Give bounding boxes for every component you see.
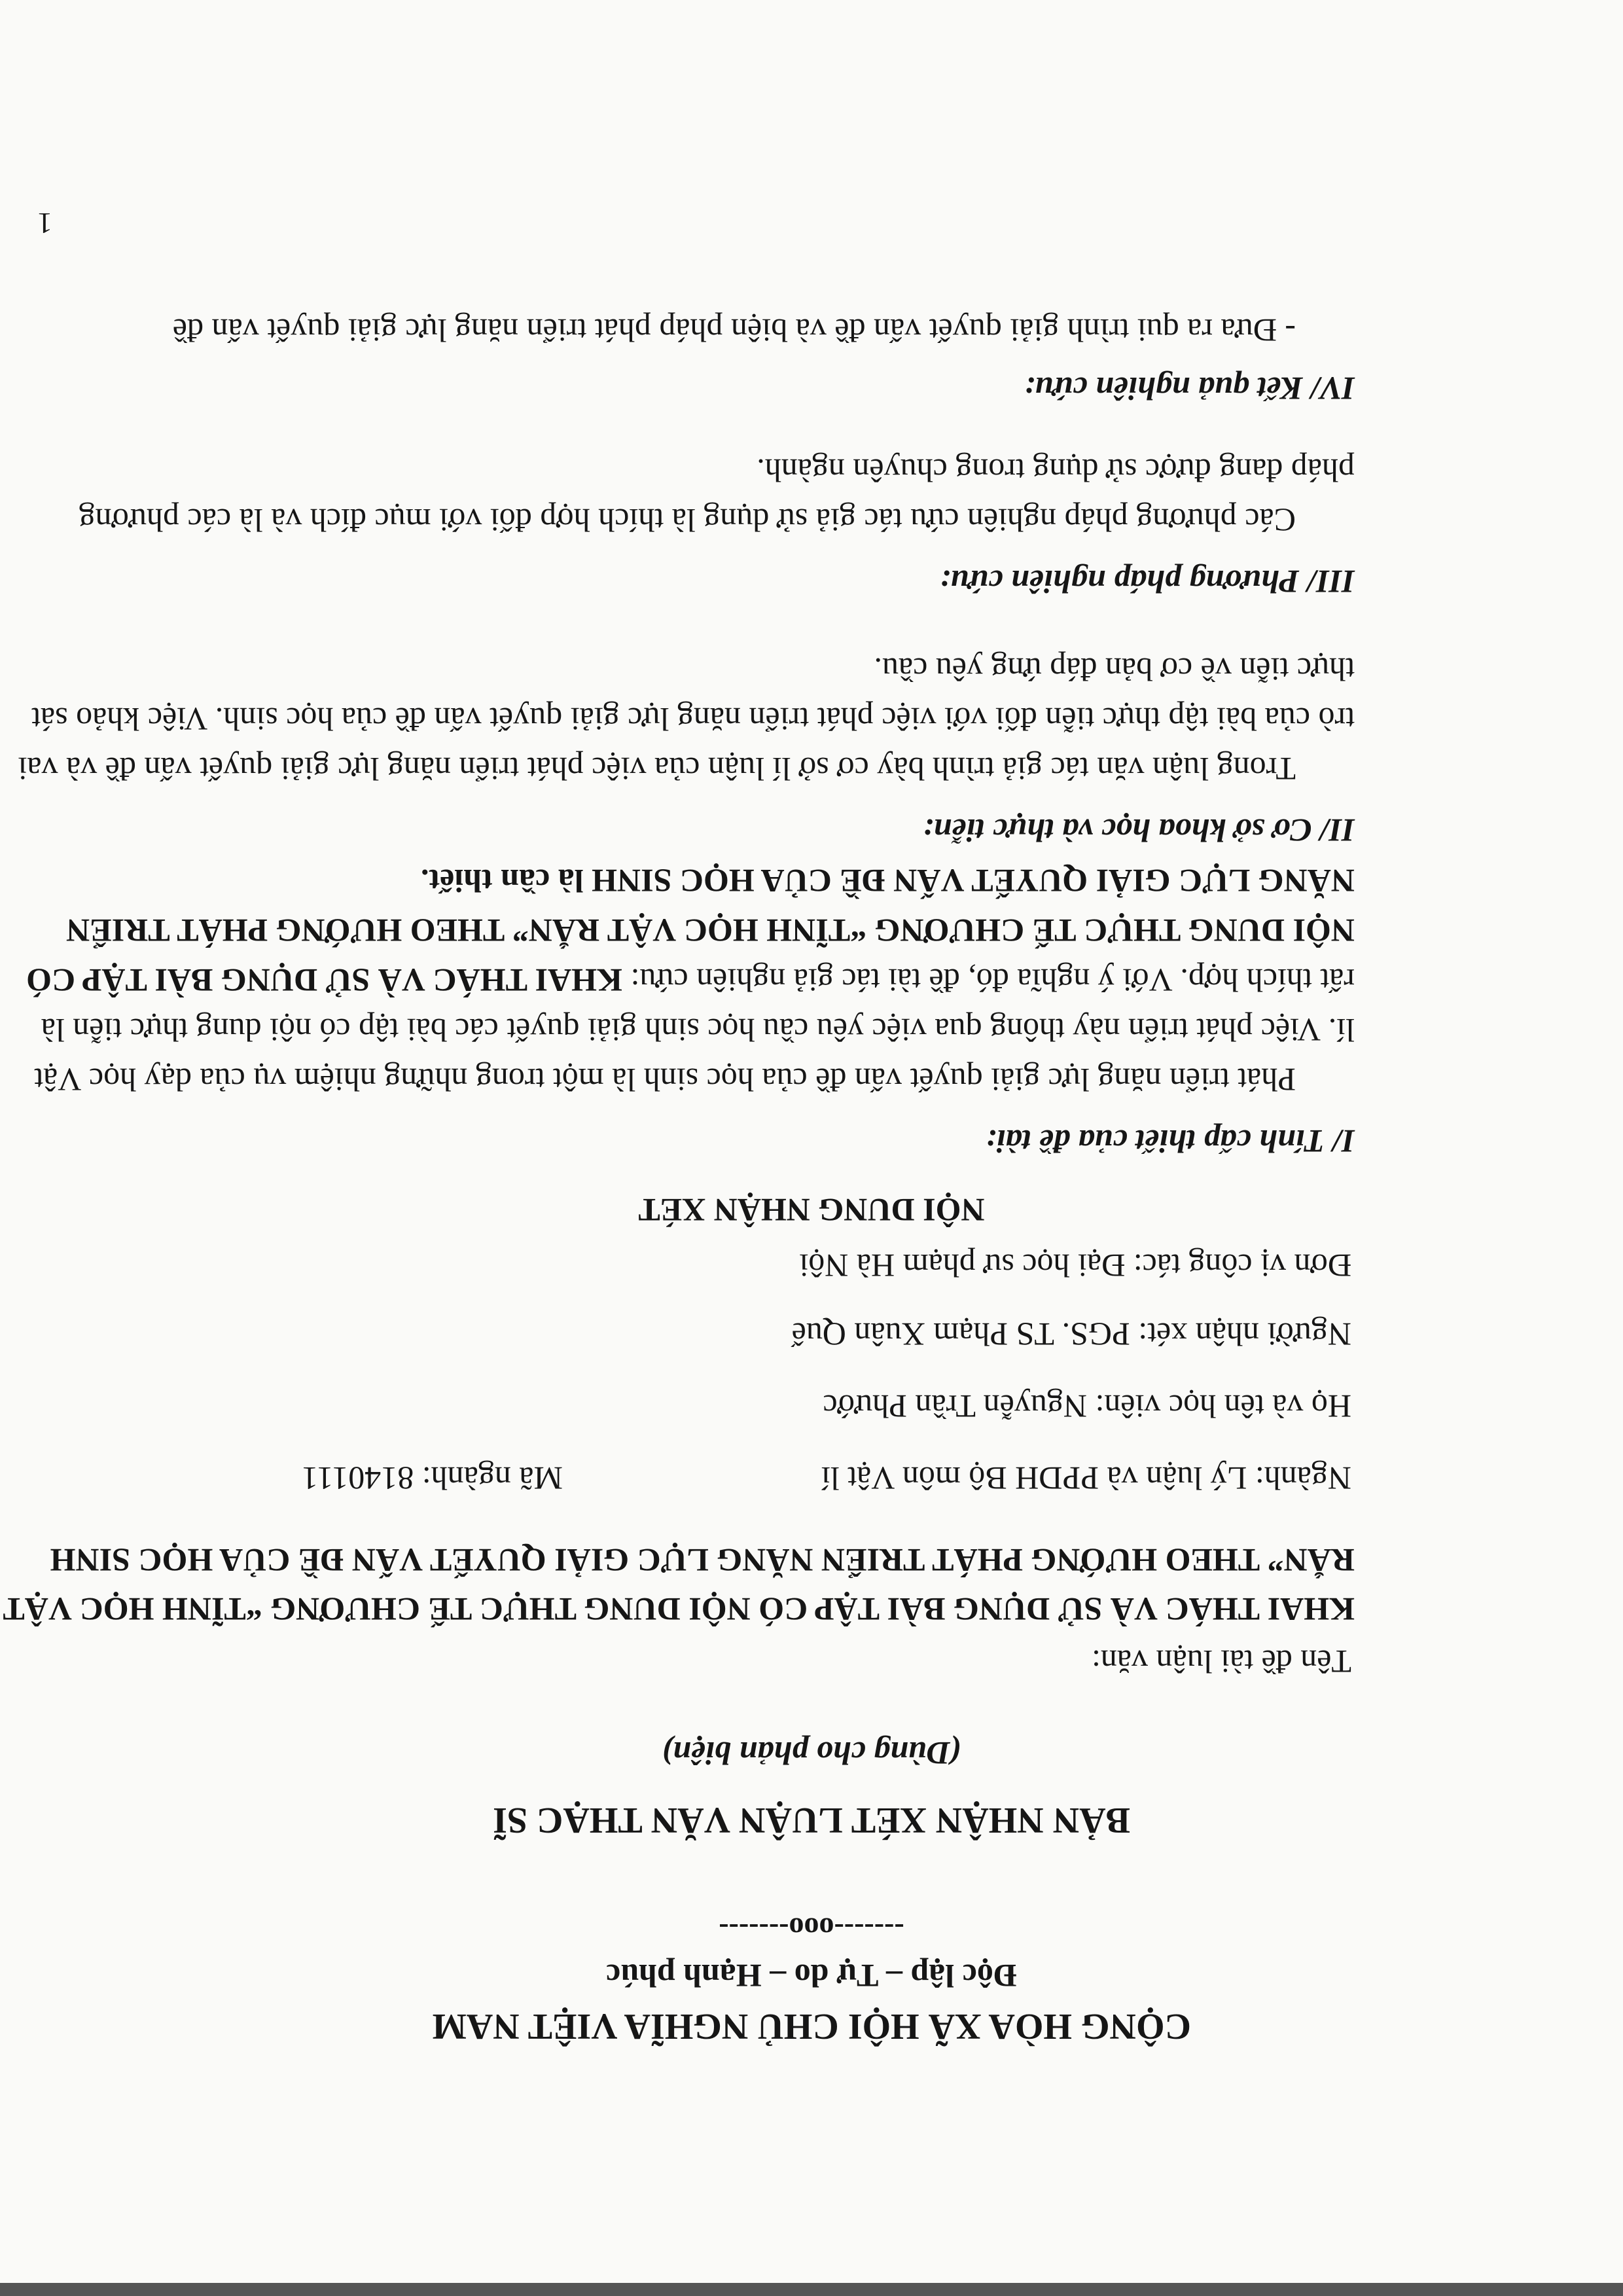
section-1-text: Phát triển năng lực giải quyết vấn đề của học sinh là một trong những nhiệm vụ của dạy học Vật lí. Việc phát triển này thông qua việc yêu cầu học sinh giải quyết các bài tập có nội dung thực tiễn là rất thích hợp. Với ý nghĩa đó, đề tài tác giả nghiên cứu: KHAI THÁC VÀ SỬ DỤNG BÀI TẬP CÓ NỘI DUNG THỰC TẾ CHƯƠNG “TĨNH HỌC VẬT RẮN” THEO HƯỚNG PHÁT TRIỂN NĂNG LỰC GIẢI QUYẾT VẤN ĐỀ CỦA HỌC SINH là cần thiết. bbox=[26, 863, 1355, 1098]
affiliation: Đơn vị công tác: Đại học sư phạm Hà Nội bbox=[799, 1247, 1351, 1284]
major: Ngành: Lý luận và PPDH Bộ môn Vật lí bbox=[821, 1460, 1351, 1497]
section-2-text: Trong luận văn tác giả trình bày cơ sở lí luận của việc phát triển năng lực giải quyết vấn đề và vai trò của bài tập thực tiễn đối với việc phát triển năng lực giải quyết vấn đề của học sinh. Việc khảo sát thực tiễn về cơ bản đáp ứng yêu cầu. bbox=[18, 651, 1355, 787]
thesis-title-line1: KHAI THÁC VÀ SỬ DỤNG BÀI TẬP CÓ NỘI DUNG THỰC TẾ CHƯƠNG “TĨNH HỌC VẬT bbox=[3, 1591, 1355, 1628]
section-3-title: III/ Phương pháp nghiên cứu: bbox=[939, 564, 1355, 600]
section-3-text: Các phương pháp nghiên cứu tác giả sử dụng là thích hợp đối với mục đích và là các phương pháp đang được sử dụng trong chuyên ngành. bbox=[79, 452, 1355, 539]
major-code: Mã ngành: 8140111 bbox=[301, 1460, 563, 1497]
section-1-title: I/ Tính cấp thiết của đề tài: bbox=[986, 1123, 1355, 1160]
reviewer-name: Người nhận xét: PGS. TS Phạm Xuân Quế bbox=[791, 1316, 1351, 1353]
republic-header: CỘNG HÒA XÃ HỘI CHỦ NGHĨA VIỆT NAM bbox=[431, 2006, 1192, 2047]
page-number: 1 bbox=[37, 207, 52, 240]
section-2-title: II/ Cơ sở khoa học và thực tiễn: bbox=[922, 812, 1355, 849]
section-4-text: - Đưa ra qui trình giải quyết vấn đề và biện pháp phát triển năng lực giải quyết vấn đề bbox=[172, 312, 1296, 349]
document-subtitle: (Dùng cho phản biện) bbox=[662, 1735, 961, 1772]
separator: -------ooo------- bbox=[719, 1912, 904, 1945]
thesis-title-line2: RẮN” THEO HƯỚNG PHÁT TRIỂN NĂNG LỰC GIẢI QUYẾT VẤN ĐỀ CỦA HỌC SINH bbox=[50, 1542, 1355, 1579]
scan-edge bbox=[0, 2283, 1623, 2296]
motto: Độc lập – Tự do – Hạnh phúc bbox=[606, 1958, 1017, 1994]
thesis-label: Tên đề tài luận văn: bbox=[1091, 1643, 1351, 1680]
document-title: BẢN NHẬN XÉT LUẬN VĂN THẠC SĨ bbox=[493, 1800, 1130, 1840]
student-name: Họ và tên học viên: Nguyễn Trần Phước bbox=[823, 1388, 1351, 1425]
content-heading: NỘI DUNG NHẬN XÉT bbox=[638, 1192, 985, 1229]
section-4-title: IV/ Kết quả nghiên cứu: bbox=[1024, 370, 1355, 407]
